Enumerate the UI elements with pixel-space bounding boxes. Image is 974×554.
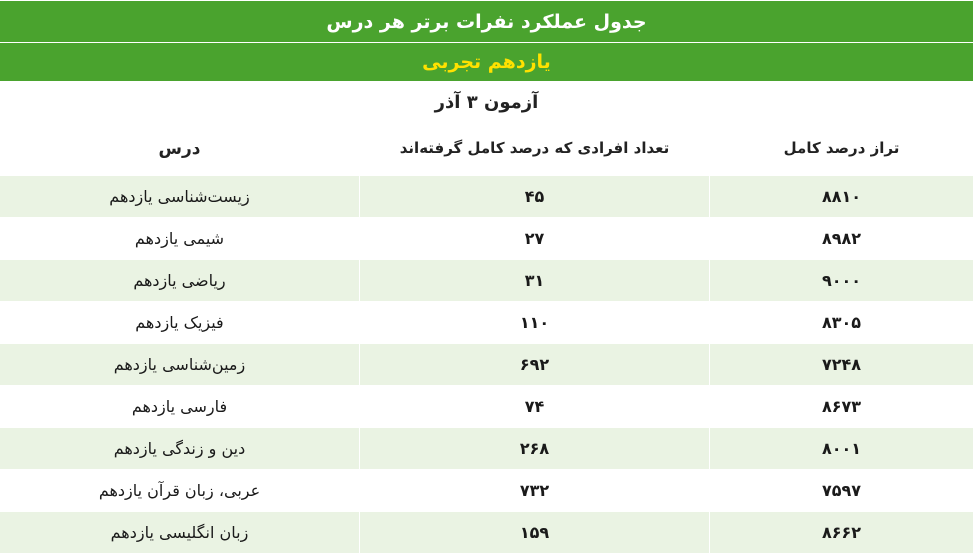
cell-count: ۶۹۲ [360,344,710,386]
cell-count: ۱۱۰ [360,302,710,344]
cell-count: ۲۶۸ [360,428,710,470]
table-row [0,344,974,386]
cell-count: ۴۵ [360,176,710,218]
cell-taraz: ۸۸۱۰ [710,176,974,218]
cell-lesson: فیزیک یازدهم [0,302,360,344]
cell-taraz: ۸۶۷۳ [710,386,974,428]
column-header-taraz: تراز درصد کامل [710,123,974,176]
table-row [0,302,974,344]
exam-name: آزمون ۳ آذر [0,82,974,123]
cell-lesson: شیمی یازدهم [0,218,360,260]
cell-lesson: عربی، زبان قرآن یازدهم [0,470,360,512]
cell-count: ۷۴ [360,386,710,428]
cell-taraz: ۸۰۰۱ [710,428,974,470]
table-row [0,176,974,218]
table-row [0,386,974,428]
table-row [0,470,974,512]
table-row [0,512,974,554]
cell-lesson: زبان انگلیسی یازدهم [0,512,360,554]
cell-count: ۲۷ [360,218,710,260]
cell-count: ۳۱ [360,260,710,302]
cell-lesson: فارسی یازدهم [0,386,360,428]
cell-taraz: ۸۹۸۲ [710,218,974,260]
table-row [0,218,974,260]
title-row [0,1,974,43]
table-row [0,260,974,302]
page-title: جدول عملکرد نفرات برتر هر درس [0,1,974,43]
exam-row [0,82,974,123]
table-row [0,428,974,470]
cell-taraz: ۹۰۰۰ [710,260,974,302]
cell-lesson: دین و زندگی یازدهم [0,428,360,470]
cell-taraz: ۸۶۶۲ [710,512,974,554]
cell-count: ۷۳۲ [360,470,710,512]
cell-taraz: ۸۳۰۵ [710,302,974,344]
cell-taraz: ۷۲۴۸ [710,344,974,386]
subtitle-row [0,43,974,82]
table-header-row [0,123,974,176]
cell-lesson: زمین‌شناسی یازدهم [0,344,360,386]
page-subtitle: یازدهم تجربی [0,43,974,82]
column-header-lesson: درس [0,123,360,176]
cell-lesson: زیست‌شناسی یازدهم [0,176,360,218]
cell-lesson: ریاضی یازدهم [0,260,360,302]
cell-taraz: ۷۵۹۷ [710,470,974,512]
column-header-count: تعداد افرادی که درصد کامل گرفته‌اند [360,123,710,176]
cell-count: ۱۵۹ [360,512,710,554]
